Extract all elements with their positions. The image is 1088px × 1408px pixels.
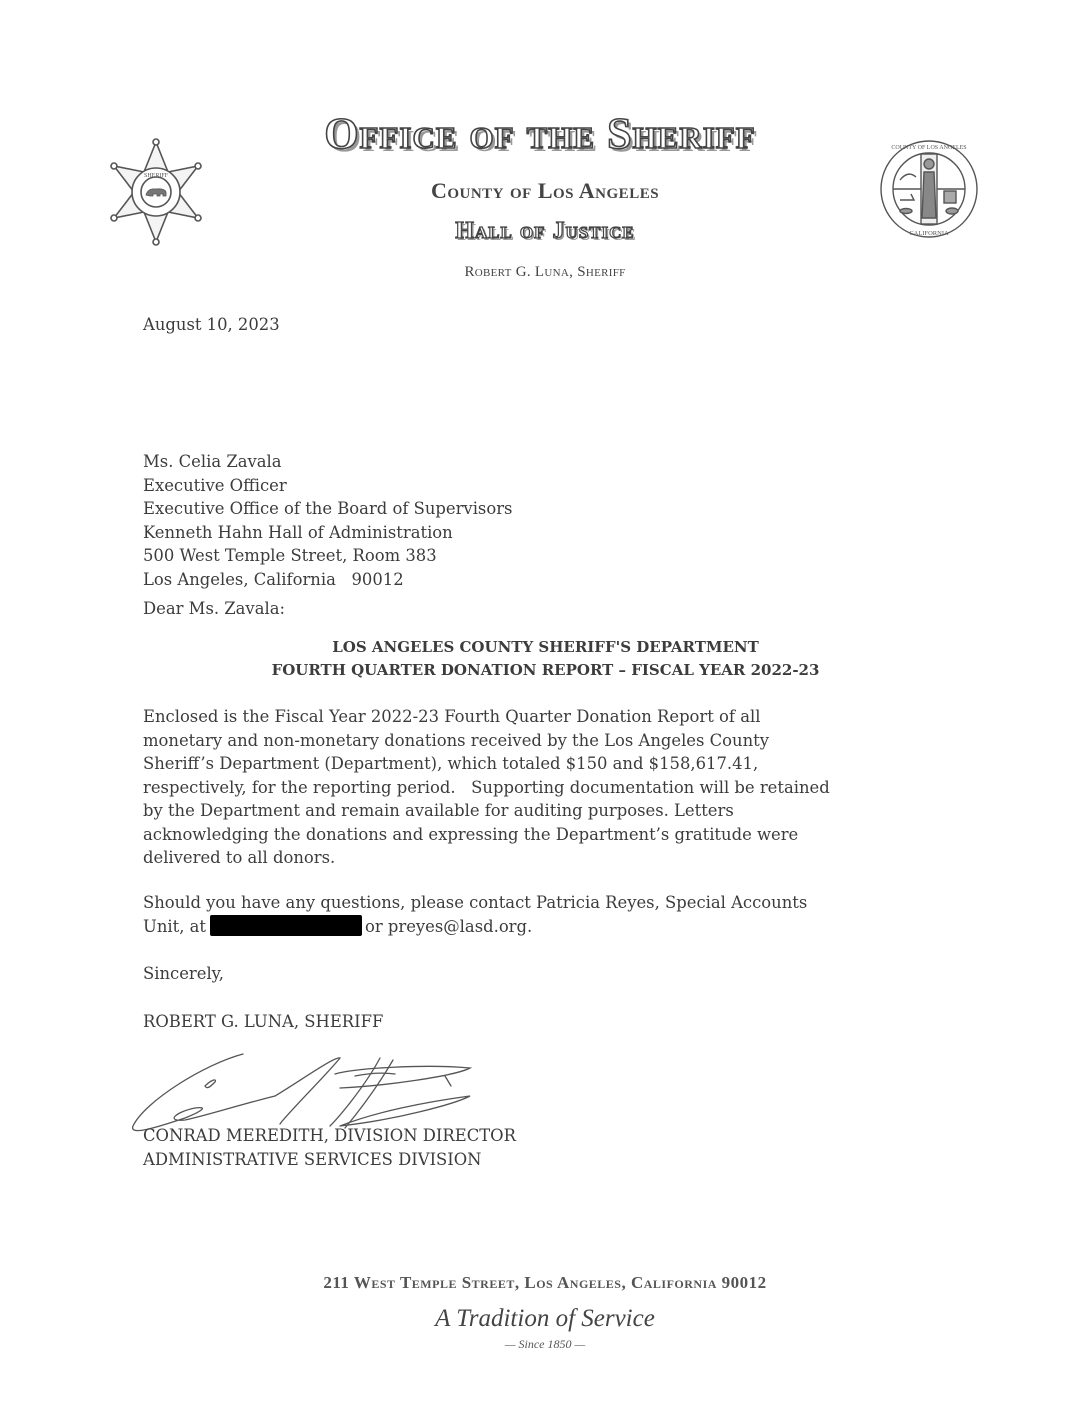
paragraph-line: acknowledging the donations and expressing the Department’s gratitude were bbox=[143, 824, 799, 844]
footer-since: — Since 1850 — bbox=[504, 1337, 586, 1351]
closing: Sincerely, bbox=[143, 964, 224, 983]
footer-address: 211 West Temple Street, Los Angeles, California 90012 bbox=[323, 1273, 767, 1292]
letterhead-hall: Hall of Justice bbox=[455, 218, 635, 244]
letterhead-county: County of Los Angeles bbox=[430, 178, 660, 203]
signer-division: ADMINISTRATIVE SERVICES DIVISION bbox=[143, 1149, 482, 1169]
footer-motto: A Tradition of Service bbox=[435, 1305, 655, 1332]
svg-text:CALIFORNIA: CALIFORNIA bbox=[909, 230, 949, 237]
paragraph-line: monetary and non-monetary donations received by the Los Angeles County bbox=[143, 730, 769, 750]
recipient-street: 500 West Temple Street, Room 383 bbox=[143, 546, 437, 565]
subject-heading bbox=[143, 636, 948, 682]
salutation: Dear Ms. Zavala: bbox=[143, 599, 286, 618]
paragraph-line: Enclosed is the Fiscal Year 2022-23 Fourth Quarter Donation Report of all bbox=[143, 707, 761, 726]
signer-name: CONRAD MEREDITH, DIVISION DIRECTOR bbox=[143, 1126, 516, 1145]
recipient-building: Kenneth Hahn Hall of Administration bbox=[143, 522, 453, 542]
redacted-phone bbox=[210, 915, 362, 936]
body-paragraph-1 bbox=[143, 705, 948, 870]
paragraph-line: by the Department and remain available for auditing purposes. Letters bbox=[143, 801, 734, 820]
body-paragraph-2 bbox=[143, 891, 948, 938]
paragraph-line: respectively, for the reporting period. Supporting documentation will be retained bbox=[143, 777, 830, 797]
svg-text:SHERIFF: SHERIFF bbox=[143, 173, 169, 179]
county-seal-logo bbox=[878, 138, 980, 240]
letter-date: August 10, 2023 bbox=[143, 315, 280, 334]
paragraph-line: Should you have any questions, please contact Patricia Reyes, Special Accounts bbox=[143, 893, 808, 912]
recipient-city: Los Angeles, California 90012 bbox=[143, 569, 404, 589]
letterhead-title: Office of the Sheriff bbox=[324, 109, 756, 158]
subject-line-1: LOS ANGELES COUNTY SHERIFF'S DEPARTMENT bbox=[332, 638, 759, 656]
sheriff-signature-line: ROBERT G. LUNA, SHERIFF bbox=[143, 1012, 384, 1031]
recipient-name: Ms. Celia Zavala bbox=[143, 452, 282, 471]
recipient-title: Executive Officer bbox=[143, 475, 287, 495]
svg-text:COUNTY OF LOS ANGELES: COUNTY OF LOS ANGELES bbox=[891, 145, 967, 151]
contact-email[interactable]: or preyes@lasd.org. bbox=[364, 916, 533, 936]
recipient-office: Executive Office of the Board of Supervisors bbox=[143, 499, 513, 518]
recipient-address bbox=[143, 450, 512, 591]
sheriff-badge-logo bbox=[108, 136, 204, 248]
paragraph-line: delivered to all donors. bbox=[143, 848, 336, 867]
subject-line-2: FOURTH QUARTER DONATION REPORT – FISCAL YEAR 2022-23 bbox=[271, 661, 820, 679]
paragraph-line: Sheriff’s Department (Department), which totaled $150 and $158,617.41, bbox=[143, 754, 759, 773]
letterhead-sheriff: Robert G. Luna, Sheriff bbox=[464, 264, 626, 280]
paragraph-line-contact bbox=[143, 915, 948, 939]
signer-block bbox=[143, 1124, 516, 1171]
contact-prefix: Unit, at bbox=[143, 916, 206, 936]
